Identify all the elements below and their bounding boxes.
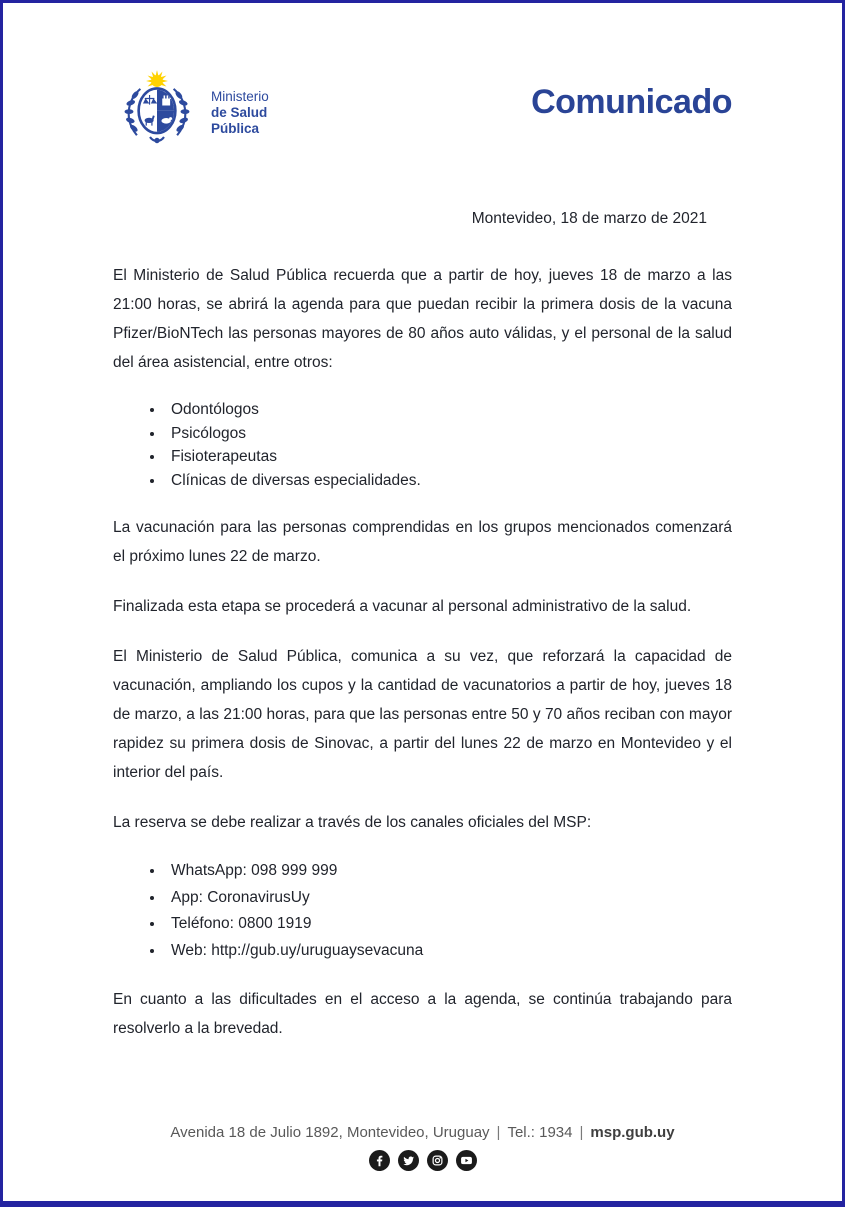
specialties-list bbox=[113, 398, 732, 492]
ministry-name-line1: Ministerio bbox=[211, 89, 269, 104]
list-item: • Web: http://gub.uy/uruguaysevacuna bbox=[165, 938, 732, 965]
ministry-name bbox=[211, 89, 269, 137]
footer-contact-line bbox=[3, 1124, 842, 1141]
footer-separator: | bbox=[579, 1124, 584, 1141]
document-body bbox=[113, 261, 732, 1043]
list-item: • WhatsApp: 098 999 999 bbox=[165, 858, 732, 885]
instagram-icon[interactable] bbox=[427, 1150, 448, 1171]
channels-list bbox=[113, 858, 732, 964]
document-header bbox=[113, 67, 732, 156]
ministry-name-line3: Pública bbox=[211, 121, 260, 136]
document-footer bbox=[3, 1124, 842, 1171]
paragraph-agenda-issues: En cuanto a las dificultades en el acceso a la agenda, se continúa trabajando para resolverlo a la brevedad. bbox=[113, 991, 732, 1037]
footer-separator: | bbox=[496, 1124, 501, 1141]
list-item: • Odontólogos bbox=[165, 398, 732, 422]
list-item: • Clínicas de diversas especialidades. bbox=[165, 469, 732, 493]
youtube-icon[interactable] bbox=[456, 1150, 477, 1171]
paragraph-intro: El Ministerio de Salud Pública recuerda que a partir de hoy, jueves 18 de marzo a las 21:00 horas, se abrirá la agenda para que puedan recibir la primera dosis de la vacuna Pfizer/BioNTech las personas mayores de 80 años auto válidas, y el personal de la salud del área asistencial, entre otros: bbox=[113, 267, 732, 371]
ministry-name-line2: de Salud bbox=[211, 105, 268, 120]
ministry-logo-block bbox=[113, 67, 269, 156]
footer-phone: Tel.: 1934 bbox=[507, 1124, 573, 1141]
paragraph-channels-intro: La reserva se debe realizar a través de los canales oficiales del MSP: bbox=[113, 814, 592, 831]
paragraph-capacity: El Ministerio de Salud Pública, comunica a su vez, que reforzará la capacidad de vacunación, ampliando los cupos y la cantidad de vacunatorios a partir de hoy, jueves 18 de marzo, a las 21:00 horas, para que las personas entre 50 y 70 años reciban con mayor rapidez su primera dosis de Sinovac, a partir del lunes 22 de marzo en Montevideo y el interior del país. bbox=[113, 648, 732, 781]
list-item: • Teléfono: 0800 1919 bbox=[165, 911, 732, 938]
list-item: • Fisioterapeutas bbox=[165, 445, 732, 469]
page-title: Comunicado bbox=[531, 83, 732, 121]
facebook-icon[interactable] bbox=[369, 1150, 390, 1171]
date-line: Montevideo, 18 de marzo de 2021 bbox=[471, 210, 707, 227]
footer-address: Avenida 18 de Julio 1892, Montevideo, Uruguay bbox=[170, 1124, 490, 1141]
paragraph-vaccination-start: La vacunación para las personas comprendidas en los grupos mencionados comenzará el próximo lunes 22 de marzo. bbox=[113, 519, 732, 565]
list-item: • Psicólogos bbox=[165, 422, 732, 446]
twitter-icon[interactable] bbox=[398, 1150, 419, 1171]
uruguay-coat-of-arms-icon bbox=[113, 67, 201, 156]
paragraph-admin-staff: Finalizada esta etapa se procederá a vacunar al personal administrativo de la salud. bbox=[113, 598, 692, 615]
list-item: • App: CoronavirusUy bbox=[165, 885, 732, 912]
footer-website: msp.gub.uy bbox=[590, 1124, 675, 1141]
social-icons-row bbox=[3, 1150, 842, 1171]
